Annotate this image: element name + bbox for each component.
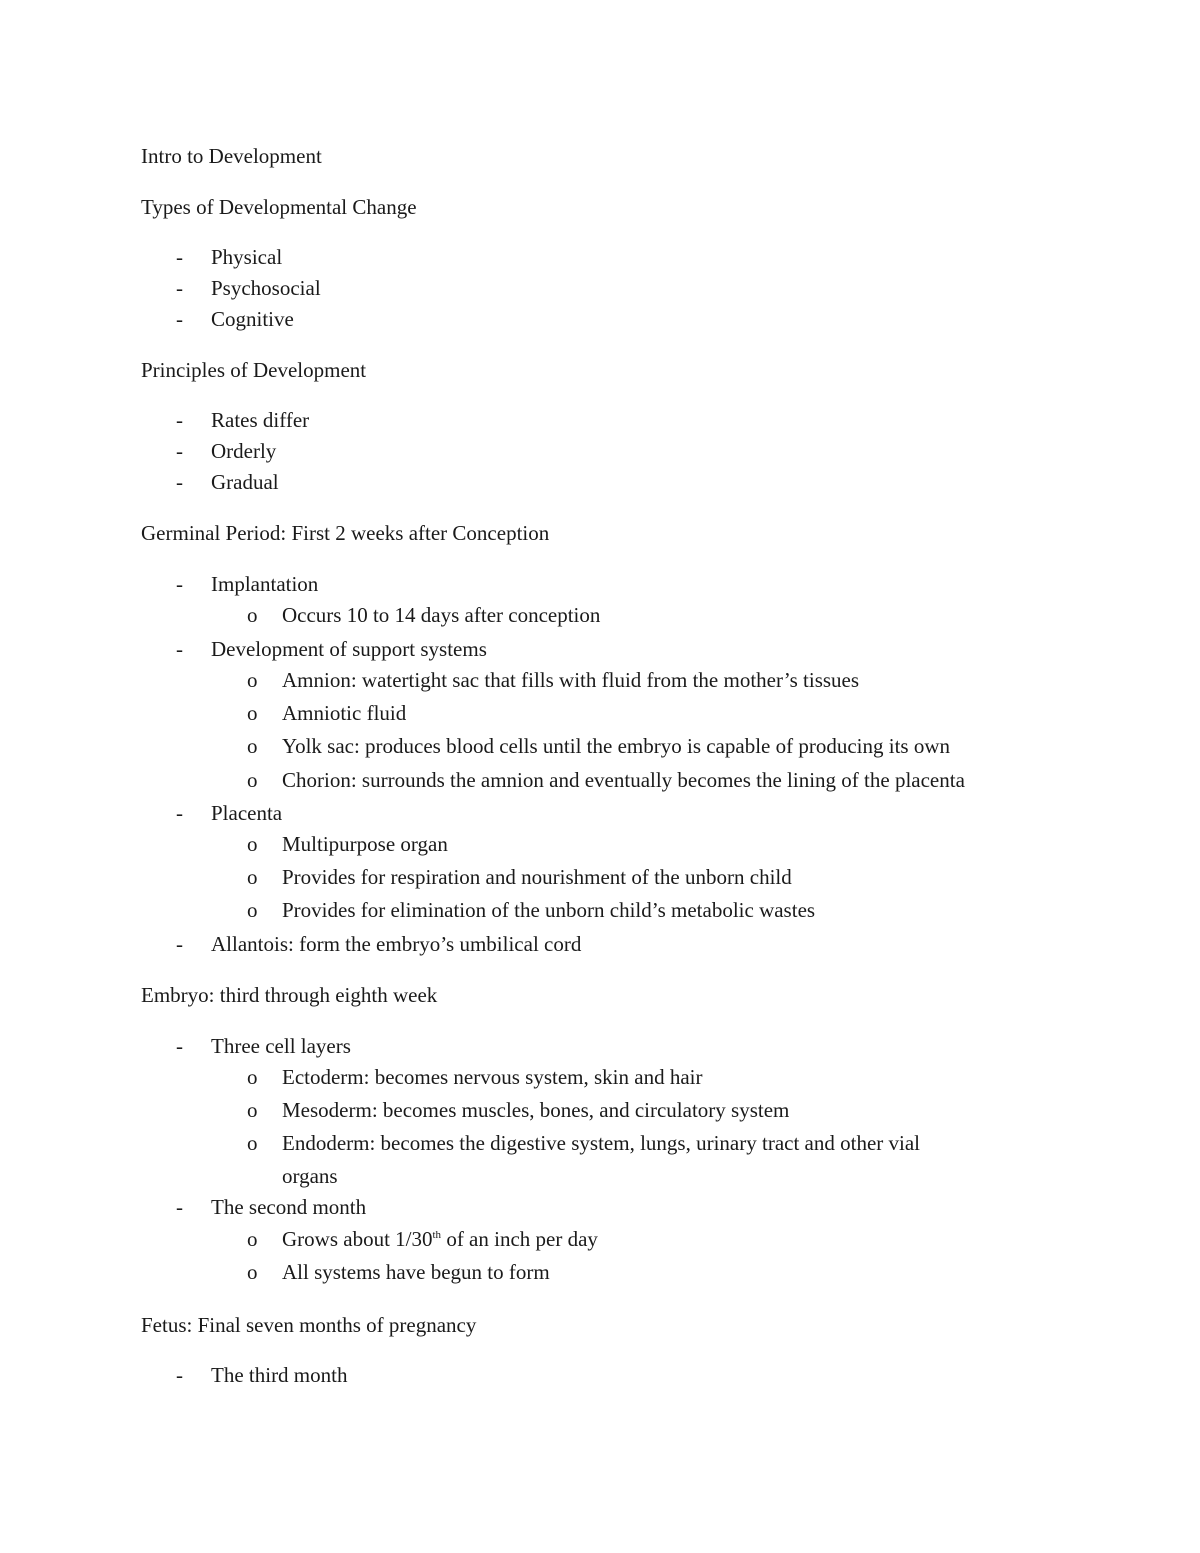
section-heading: Fetus: Final seven months of pregnancy (141, 1313, 477, 1337)
list-item: Orderly (211, 439, 277, 463)
bullet-dash: - (176, 307, 183, 331)
bullet-dash: - (176, 1034, 183, 1058)
bullet-circle: o (247, 1131, 258, 1155)
sub-list-item: Multipurpose organ (282, 832, 448, 856)
bullet-circle: o (247, 1098, 258, 1122)
list-item: The second month (211, 1195, 367, 1219)
sub-list-item: Amniotic fluid (282, 701, 407, 725)
section-heading: Embryo: third through eighth week (141, 983, 438, 1007)
sub-list-item: Chorion: surrounds the amnion and eventually becomes the lining of the placenta (282, 768, 965, 792)
list-item: The third month (211, 1363, 348, 1387)
bullet-dash: - (176, 439, 183, 463)
sub-list-item: Ectoderm: becomes nervous system, skin and hair (282, 1065, 703, 1089)
list-item: Implantation (211, 572, 319, 596)
list-item: Cognitive (211, 307, 294, 331)
bullet-dash: - (176, 637, 183, 661)
bullet-circle: o (247, 668, 258, 692)
superscript: th (432, 1229, 442, 1241)
bullet-circle: o (247, 832, 258, 856)
bullet-circle: o (247, 1227, 258, 1251)
bullet-circle: o (247, 603, 258, 627)
sub-list-item: Yolk sac: produces blood cells until the embryo is capable of producing its own (282, 734, 951, 758)
document-title: Intro to Development (141, 144, 322, 168)
bullet-dash: - (176, 801, 183, 825)
sub-list-item-continuation: organs (282, 1164, 338, 1188)
section-heading: Principles of Development (141, 358, 367, 382)
bullet-dash: - (176, 470, 183, 494)
list-item: Rates differ (211, 408, 310, 432)
bullet-dash: - (176, 276, 183, 300)
bullet-circle: o (247, 768, 258, 792)
list-item: Development of support systems (211, 637, 487, 661)
bullet-circle: o (247, 865, 258, 889)
list-item: Psychosocial (211, 276, 321, 300)
text-fragment: Grows about 1/30 (282, 1227, 433, 1251)
bullet-dash: - (176, 245, 183, 269)
bullet-circle: o (247, 701, 258, 725)
list-item: Physical (211, 245, 283, 269)
sub-list-item: Mesoderm: becomes muscles, bones, and circulatory system (282, 1098, 790, 1122)
bullet-dash: - (176, 408, 183, 432)
list-item: Three cell layers (211, 1034, 351, 1058)
sub-list-item: All systems have begun to form (282, 1260, 550, 1284)
list-item: Gradual (211, 470, 279, 494)
sub-list-item (282, 1229, 598, 1250)
list-item: Allantois: form the embryo’s umbilical cord (211, 932, 582, 956)
bullet-dash: - (176, 1363, 183, 1387)
sub-list-item: Amnion: watertight sac that fills with fluid from the mother’s tissues (282, 668, 860, 692)
bullet-circle: o (247, 734, 258, 758)
bullet-dash: - (176, 572, 183, 596)
bullet-dash: - (176, 932, 183, 956)
sub-list-item: Occurs 10 to 14 days after conception (282, 603, 601, 627)
sub-list-item: Endoderm: becomes the digestive system, lungs, urinary tract and other vial (282, 1131, 920, 1155)
bullet-circle: o (247, 898, 258, 922)
list-item: Placenta (211, 801, 283, 825)
section-heading: Germinal Period: First 2 weeks after Conception (141, 521, 550, 545)
bullet-dash: - (176, 1195, 183, 1219)
text-fragment: of an inch per day (441, 1227, 598, 1251)
section-heading: Types of Developmental Change (141, 195, 417, 219)
sub-list-item: Provides for elimination of the unborn child’s metabolic wastes (282, 898, 816, 922)
bullet-circle: o (247, 1065, 258, 1089)
bullet-circle: o (247, 1260, 258, 1284)
sub-list-item: Provides for respiration and nourishment of the unborn child (282, 865, 792, 889)
